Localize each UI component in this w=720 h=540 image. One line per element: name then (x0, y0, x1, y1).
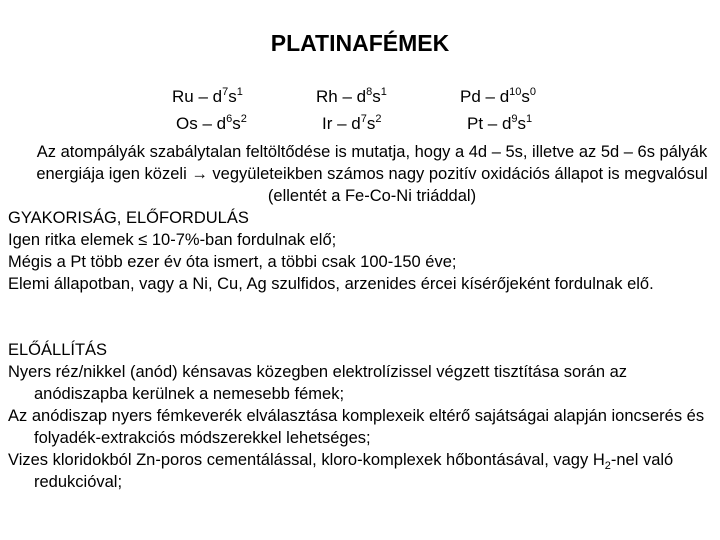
list-item: Nyers réz/nikkel (anód) kénsavas közegben elektrolízissel végzett tisztítása során az anódiszapba kerülnek a nemesebb fémek; (8, 363, 628, 403)
list-item: Az anódiszap nyers fémkeverék elválasztása komplexeik eltérő sajátságai alapján ioncserés és folyadék-extrakciós módszerekkel lehetséges; (8, 407, 705, 447)
config-pd: Pd – $d^{10}s^0$ (460, 86, 537, 106)
list-item: Vizes kloridokból Zn-poros cementálással, kloro-komplexek hőbontásával, vagy $H_2$-nel való redukcióval; (8, 451, 674, 491)
section-production (8, 339, 712, 493)
config-ir: Ir – $d^7s^2$ (322, 113, 382, 133)
slide-title: PLATINAFÉMEK (270, 30, 450, 56)
config-pt: Pt – $d^9s^1$ (467, 113, 533, 133)
production-list (8, 361, 712, 493)
config-ru: Ru – $d^7s^1$ (172, 86, 243, 106)
section-occurrence (8, 207, 712, 295)
config-rh: Rh – $d^8s^1$ (316, 86, 387, 106)
list-item: Igen ritka elemek ≤ 10-7%-ban fordulnak elő; (8, 231, 337, 249)
list-item: Elemi állapotban, vagy a Ni, Cu, Ag szulfidos, arzenides ércei kísérőjeként fordulnak elő. (8, 275, 654, 293)
list-item: Mégis a Pt több ezer év óta ismert, a többi csak 100-150 éve; (8, 253, 457, 271)
occurrence-list (8, 229, 712, 295)
section-heading-production: ELŐÁLLÍTÁS (8, 341, 108, 359)
section-heading-occurrence: GYAKORISÁG, ELŐFORDULÁS (8, 209, 249, 227)
intro-paragraph: Az atompályák szabálytalan feltöltődése is mutatja, hogy a 4d – 5s, illetve az 5d – 6s pályák energiája igen közeli → vegyületeikben számos nagy pozitív oxidációs állapot is megvalósul (ellentét a Fe-Co-Ni triáddal) (36, 143, 708, 205)
config-os: Os – $d^6s^2$ (176, 113, 247, 133)
